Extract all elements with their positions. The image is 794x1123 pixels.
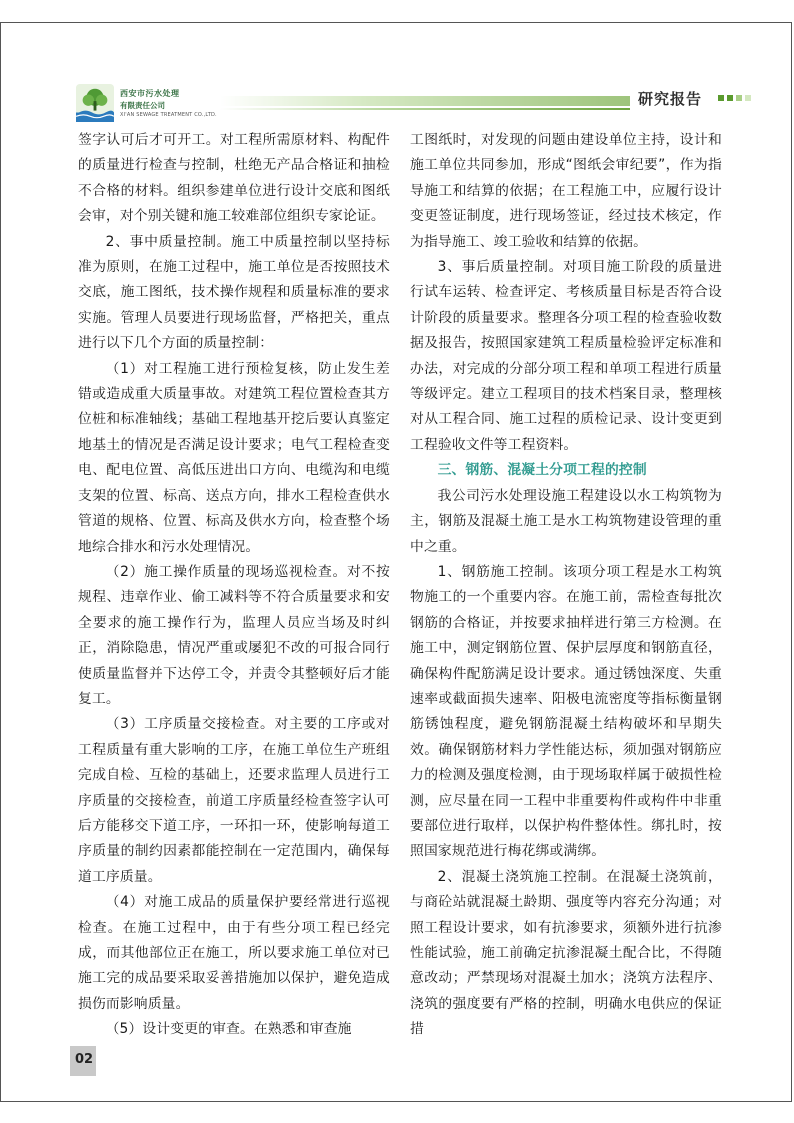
paragraph: 我公司污水处理设施工程建设以水工构筑物为主，钢筋及混凝土施工是水工构筑物建设管理的重中之重。 [410, 487, 722, 555]
section-heading: 三、钢筋、混凝土分项工程的控制 [437, 462, 647, 479]
page-number: 02 [74, 1052, 94, 1067]
logo-company-english: XI'AN SEWAGE TREATMENT CO.,LTD. [120, 112, 217, 118]
right-column [410, 128, 722, 1043]
header-dot [745, 95, 751, 101]
page-header [70, 84, 720, 124]
logo-company-suffix: 有限责任公司 [120, 101, 165, 110]
paragraph: （4）对施工成品的质量保护要经常进行巡视检查。在施工过程中，由于有些分项工程已经完成，而其他部位正在施工，所以要求施工单位对已施工完的成品要采取妥善措施加以保护，避免造成损伤而影响质量。 [78, 894, 390, 1012]
header-gradient-bar [220, 96, 630, 106]
paragraph: 2、混凝土浇筑施工控制。在混凝土浇筑前，与商砼站就混凝土龄期、强度等内容充分沟通；对照工程设计要求，如有抗渗要求，须额外进行抗渗性能试验，施工前确定抗渗混凝土配合比，不得随意改动；严禁现场对混凝土加水；浇筑方法程序、浇筑的强度要有严格的控制，明确水电供应的保证措 [410, 868, 722, 1038]
paragraph: 3、事后质量控制。对项目施工阶段的质量进行试车运转、检查评定、考核质量目标是否符合设计阶段的质量要求。整理各分项工程的检查验收数据及报告，按照国家建筑工程质量检验评定标准和办法，对完成的分部分项工程和单项工程进行质量等级评定。建立工程项目的技术档案目录，整理核对从工程合同、施工过程的质检记录、设计变更到工程验收文件等工程资料。 [410, 259, 722, 453]
left-column [78, 128, 390, 1043]
paragraph: （2）施工操作质量的现场巡视检查。对不按规程、违章作业、偷工减料等不符合质量要求和安全要求的施工操作行为，监理人员应当场及时纠正，消除隐患，情况严重或屡犯不改的可报合同行使质量监督并下达停工令，并责令其整顿好后才能复工。 [78, 563, 390, 707]
paragraph: （3）工序质量交接检查。对主要的工序或对工程质量有重大影响的工序，在施工单位生产班组完成自检、互检的基础上，还要求监理人员进行工序质量的交接检查，前道工序质量经检查签字认可后方能移交下道工序，一环扣一环，使影响每道工序质量的制约因素都能控制在一定范围内，确保每道工序质量。 [78, 716, 390, 885]
paragraph: 2、事中质量控制。施工中质量控制以坚持标准为原则，在施工过程中，施工单位是否按照技术交底，施工图纸，技术操作规程和质量标准的要求实施。管理人员要进行现场监督，严格把关，重点进行以下几个方面的质量控制： [78, 233, 390, 352]
header-dots [718, 95, 751, 101]
header-dot [718, 95, 724, 101]
header-underline [220, 108, 630, 110]
paragraph: 签字认可后才可开工。对工程所需原材料、构配件的质量进行检查与控制，杜绝无产品合格证和抽检不合格的材料。组织参建单位进行设计交底和图纸会审，对个别关键和施工较难部位组织专家论证。 [78, 132, 390, 225]
water-tree-logo-icon [76, 84, 114, 122]
header-dot [736, 95, 742, 101]
paragraph: （1）对工程施工进行预检复核，防止发生差错或造成重大质量事故。对建筑工程位置检查其方位桩和标准轴线；基础工程地基开挖后要认真鉴定地基土的情况是否满足设计要求；电气工程检查变电、配电位置、高低压进出口方向、电缆沟和电缆支架的位置、标高、送点方向，排水工程检查供水管道的规格、位置、标高及供水方向，检查整个场地综合排水和污水处理情况。 [78, 360, 390, 555]
logo-company-name: 西安市污水处理 [120, 89, 180, 98]
paragraph: （5）设计变更的审查。在熟悉和审查施 [105, 1021, 352, 1038]
header-dot [727, 95, 733, 101]
section-title: 研究报告 [638, 90, 703, 108]
company-logo [76, 84, 217, 124]
paragraph: 1、钢筋施工控制。该项分项工程是水工构筑物施工的一个重要内容。在施工前，需检查每批次钢筋的合格证，并按要求抽样进行第三方检测。在施工中，测定钢筋位置、保护层厚度和钢筋直径，确保构件配筋满足设计要求。通过锈蚀深度、失重速率或截面损失速率、阳极电流密度等指标衡量钢筋锈蚀程度，避免钢筋混凝土结构破坏和早期失效。确保钢筋材料力学性能达标，须加强对钢筋应力的检测及强度检测，由于现场取样属于破损性检测，应尽量在同一工程中非重要构件或构件中非重要部位进行取样，以保护构件整体性。绑扎时，按照国家规范进行梅花绑或满绑。 [410, 563, 722, 860]
paragraph: 工图纸时，对发现的问题由建设单位主持，设计和施工单位共同参加，形成“图纸会审纪要”，作为指导施工和结算的依据；在工程施工中，应履行设计变更签证制度，进行现场签证，经过技术核定，作为指导施工、竣工验收和结算的依据。 [410, 132, 722, 250]
